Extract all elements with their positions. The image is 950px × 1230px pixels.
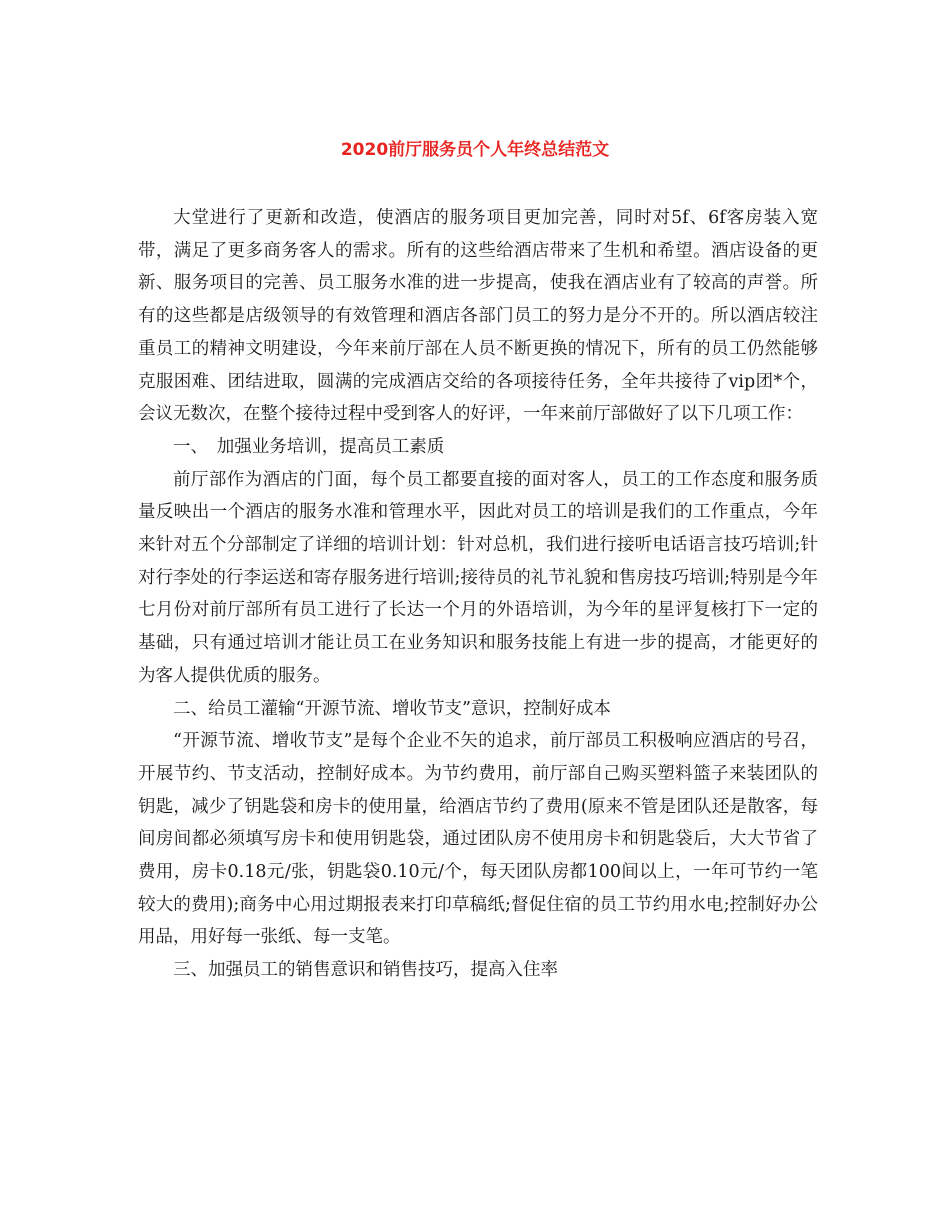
heading-section-1: 一、 加强业务培训，提高员工素质: [173, 436, 445, 457]
paragraph-section-2: “开源节流、增收节支”是每个企业不矢的追求，前厅部员工积极响应酒店的号召，开展节约、节支活动，控制好成本。为节约费用，前厅部自己购买塑料篮子来装团队的钥匙，减少了钥匙袋和房卡的使用量，给酒店节约了费用(原来不管是团队还是散客，每间房间都必须填写房卡和使用钥匙袋，通过团队房不使用房卡和钥匙袋后，大大节省了费用，房卡0.18元/张，钥匙袋0.10元/个，每天团队房都100间以上，一年可节约一笔较大的费用);商务中心用过期报表来打印草稿纸;督促住宿的员工节约用水电;控制好办公用品，用好每一张纸、每一支笔。: [138, 731, 818, 948]
document-body: [138, 202, 818, 987]
heading-section-2: 二、给员工灌输“开源节流、增收节支”意识，控制好成本: [173, 698, 611, 719]
paragraph-section-1: 前厅部作为酒店的门面，每个员工都要直接的面对客人，员工的工作态度和服务质量反映出一个酒店的服务水准和管理水平，因此对员工的培训是我们的工作重点，今年来针对五个分部制定了详细的培训计划：针对总机，我们进行接听电话语言技巧培训;针对行李处的行李运送和寄存服务进行培训;接待员的礼节礼貌和售房技巧培训;特别是今年七月份对前厅部所有员工进行了长达一个月的外语培训，为今年的星评复核打下一定的基础，只有通过培训才能让员工在业务知识和服务技能上有进一步的提高，才能更好的为客人提供优质的服务。: [138, 469, 818, 686]
document-title: 2020前厅服务员个人年终总结范文: [340, 140, 610, 160]
heading-section-3: 三、加强员工的销售意识和销售技巧，提高入住率: [173, 960, 558, 981]
paragraph-intro: 大堂进行了更新和改造，使酒店的服务项目更加完善，同时对5f、6f客房装入宽带，满足了更多商务客人的需求。所有的这些给酒店带来了生机和希望。酒店设备的更新、服务项目的完善、员工服务水准的进一步提高，使我在酒店业有了较高的声誉。所有的这些都是店级领导的有效管理和酒店各部门员工的努力是分不开的。所以酒店较注重员工的精神文明建设，今年来前厅部在人员不断更换的情况下，所有的员工仍然能够克服困难、团结进取，圆满的完成酒店交给的各项接待任务，全年共接待了vip团*个，会议无数次，在整个接待过程中受到客人的好评，一年来前厅部做好了以下几项工作：: [138, 208, 818, 425]
